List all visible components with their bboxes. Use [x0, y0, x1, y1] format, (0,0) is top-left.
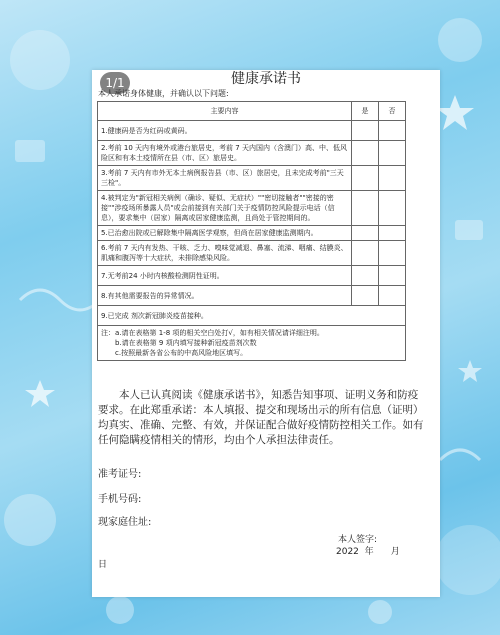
header-yes: 是	[352, 102, 379, 121]
yes-cell[interactable]	[352, 266, 379, 286]
address-field[interactable]: 现家庭住址:	[98, 517, 152, 528]
signature-date: 2022 年 月	[336, 547, 400, 557]
signature-day: 日	[98, 560, 108, 570]
table-row	[98, 226, 406, 241]
signature-label[interactable]: 本人签字:	[338, 535, 378, 545]
yes-cell[interactable]	[352, 241, 379, 266]
yes-cell[interactable]	[352, 121, 379, 141]
no-cell[interactable]	[379, 241, 406, 266]
note-c: c.按照最新各省公布的中高风险地区填写。	[115, 349, 248, 357]
notes-row	[98, 326, 406, 361]
page-counter-badge[interactable]: 1/1	[100, 72, 130, 94]
table-row	[98, 166, 406, 191]
no-cell[interactable]	[379, 191, 406, 226]
table-row	[98, 266, 406, 286]
table-row	[98, 121, 406, 141]
note-b: b.请在表格第 9 项内填写接种新冠疫苗剂次数	[115, 339, 257, 347]
header-no: 否	[379, 102, 406, 121]
intro-text: 本人承诺身体健康，并确认以下问题:	[98, 89, 229, 98]
statement-text: 本人已认真阅读《健康承诺书》，知悉告知事项、证明义务和防疫要求。在此郑重承诺：本人填报、提交和现场出示的所有信息（证明）均真实、准确、完整、有效，并保证配合做好疫情防控相关工作。如有任何隐瞒疫情相关的情形，均由个人承担法律责任。	[98, 389, 424, 446]
question-1: 1.健康码是否为红码或黄码。	[98, 121, 352, 141]
yes-cell[interactable]	[352, 141, 379, 166]
no-cell[interactable]	[379, 141, 406, 166]
table-row	[98, 191, 406, 226]
question-3: 3.考前 7 天内有市外无本土病例报告县（市、区）旅居史，且未完成考前"三天三检"。	[98, 166, 352, 191]
commitment-statement	[98, 388, 428, 448]
question-2: 2.考前 10 天内有境外或港台旅居史，考前 7 天内国内（含澳门）高、中、低风险区和有本土疫情所在县（市、区）旅居史。	[98, 141, 352, 166]
no-cell[interactable]	[379, 226, 406, 241]
yes-cell[interactable]	[352, 191, 379, 226]
table-row	[98, 286, 406, 306]
yes-cell[interactable]	[352, 286, 379, 306]
header-content: 主要内容	[98, 102, 352, 121]
no-cell[interactable]	[379, 286, 406, 306]
question-6: 6.考前 7 天内有发热、干咳、乏力、嗅味觉减退、鼻塞、流涕、咽痛、结膜炎、肌痛和腹泻等十大症状，未排除感染风险。	[98, 241, 352, 266]
yes-cell[interactable]	[352, 166, 379, 191]
document-title: 健康承诺书	[231, 71, 301, 87]
exam-id-field[interactable]: 准考证号:	[98, 469, 142, 480]
question-4: 4.被判定为"新冠相关病例（确诊、疑似、无症状）""密切接触者""密接的密接""涉疫场所暴露人员"或会前接到有关部门关于疫情防控风险提示电话（信息），要求集中（居家）隔离或居家健康监测，且尚处于管控期间的。	[98, 191, 352, 226]
table-row	[98, 241, 406, 266]
commitment-document	[92, 70, 440, 597]
question-8: 8.有其他需要报告的异常情况。	[98, 286, 352, 306]
health-questions-table	[97, 101, 406, 361]
question-7: 7.无考前24 小时内核酸检测阴性证明。	[98, 266, 352, 286]
yes-cell[interactable]	[352, 226, 379, 241]
notes-cell	[98, 326, 406, 361]
no-cell[interactable]	[379, 166, 406, 191]
table-header-row	[98, 102, 406, 121]
note-a: 注：a.请在表格第 1-8 项的相关空白处打√，如有相关情况请详细注明。	[101, 329, 324, 337]
question-5: 5.已治愈出院或已解除集中隔离医学观察，但尚在居家健康监测期内。	[98, 226, 352, 241]
table-row	[98, 306, 406, 326]
table-row	[98, 141, 406, 166]
no-cell[interactable]	[379, 121, 406, 141]
phone-field[interactable]: 手机号码:	[98, 494, 142, 505]
question-9[interactable]: 9.已完成 剂次新冠肺炎疫苗接种。	[98, 306, 406, 326]
no-cell[interactable]	[379, 266, 406, 286]
